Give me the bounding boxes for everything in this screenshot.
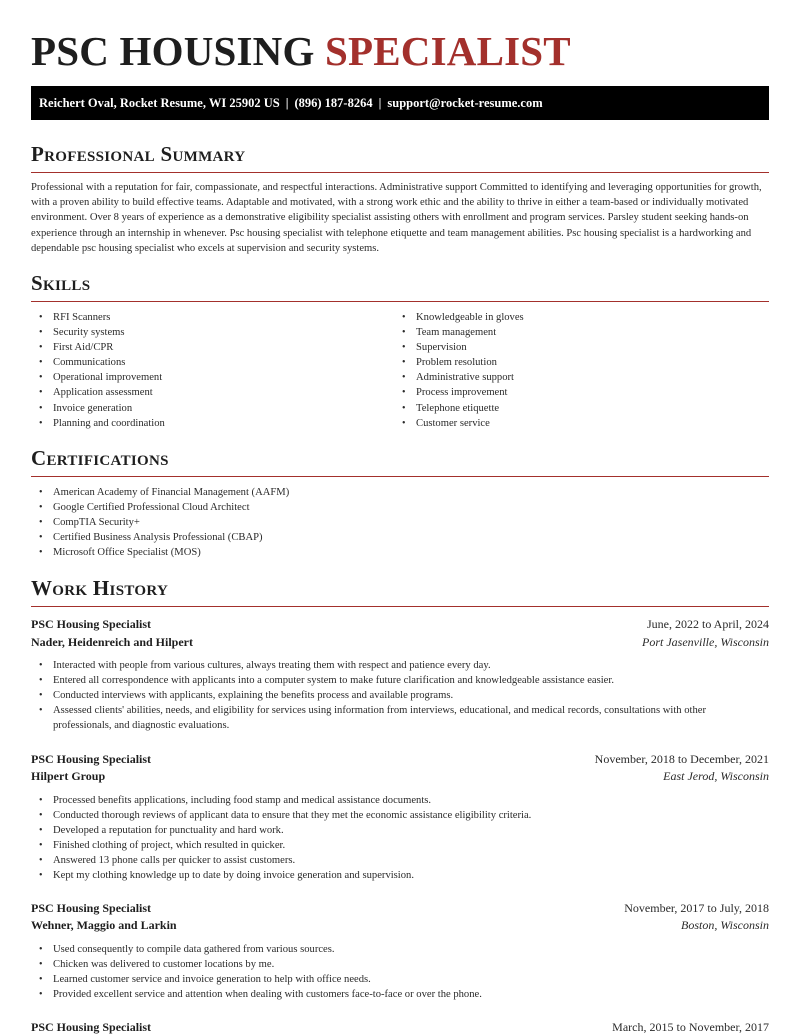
contact-separator: |	[378, 96, 382, 110]
skill-item: • Telephone etiquette	[394, 401, 764, 416]
job-location: Boston, Wisconsin	[680, 918, 769, 932]
job-bullet: • Chicken was delivered to customer locations by me.	[31, 957, 763, 972]
section-title-skills: Skills	[31, 271, 91, 295]
job-bullet: • Conducted thorough reviews of applicant data to ensure that they met the economic assistance eligibility criteria.	[31, 808, 763, 823]
certifications-list	[31, 485, 731, 560]
contact-bar	[31, 86, 769, 120]
section-divider	[31, 172, 769, 173]
section-title-certifications: Certifications	[31, 446, 169, 470]
section-divider	[31, 606, 769, 607]
skill-item: • RFI Scanners	[31, 310, 391, 325]
skill-item: • Administrative support	[394, 370, 764, 385]
job-header	[31, 616, 769, 632]
job-company: Wehner, Maggio and Larkin	[31, 918, 177, 932]
contact-separator: |	[285, 96, 289, 110]
job-dates: June, 2022 to April, 2024	[647, 617, 769, 631]
job-bullet: • Assessed clients' abilities, needs, and eligibility for services using information from interviews, educational, and medical records, consultations with other professionals, and diagnostic evaluations.	[31, 703, 763, 733]
job-subheader	[31, 917, 769, 933]
skill-item: • Supervision	[394, 340, 764, 355]
job-company: Hilpert Group	[31, 769, 106, 783]
job-header	[31, 751, 769, 767]
section-divider	[31, 301, 769, 302]
section-title-summary: Professional Summary	[31, 142, 246, 166]
skill-item: • Customer service	[394, 416, 764, 431]
certification-item: • CompTIA Security+	[31, 515, 731, 530]
certification-item: • American Academy of Financial Management (AAFM)	[31, 485, 731, 500]
job-dates: March, 2015 to November, 2017	[612, 1020, 769, 1034]
job-bullets	[31, 793, 763, 884]
skill-item: • Operational improvement	[31, 370, 391, 385]
job-bullet: • Processed benefits applications, including food stamp and medical assistance documents.	[31, 793, 763, 808]
job-company: Nader, Heidenreich and Hilpert	[31, 635, 193, 649]
skill-item: • Communications	[31, 355, 391, 370]
skills-list-right	[394, 310, 764, 431]
job-header	[31, 900, 769, 916]
skill-item: • Knowledgeable in gloves	[394, 310, 764, 325]
job-bullet: • Answered 13 phone calls per quicker to assist customers.	[31, 853, 763, 868]
contact-phone[interactable]: (896) 187-8264	[294, 96, 373, 110]
job-title: PSC Housing Specialist	[31, 752, 152, 766]
section-title-work-history: Work History	[31, 576, 169, 600]
job-bullet: • Conducted interviews with applicants, explaining the benefits process and available programs.	[31, 688, 763, 703]
job-header	[31, 1019, 769, 1035]
job-title: PSC Housing Specialist	[31, 1020, 152, 1034]
job-dates: November, 2018 to December, 2021	[594, 752, 769, 766]
skill-item: • Invoice generation	[31, 401, 391, 416]
skill-item: • Planning and coordination	[31, 416, 391, 431]
title-accent: SPECIALIST	[325, 28, 571, 74]
skill-item: • Security systems	[31, 325, 391, 340]
job-bullet: • Used consequently to compile data gathered from various sources.	[31, 942, 763, 957]
contact-email[interactable]: support@rocket-resume.com	[387, 96, 543, 110]
skill-item: • Problem resolution	[394, 355, 764, 370]
job-title: PSC Housing Specialist	[31, 901, 152, 915]
job-bullet: • Interacted with people from various cultures, always treating them with respect and patience every day.	[31, 658, 763, 673]
skill-item: • First Aid/CPR	[31, 340, 391, 355]
skill-item: • Team management	[394, 325, 764, 340]
certification-item: • Google Certified Professional Cloud Architect	[31, 500, 731, 515]
section-divider	[31, 476, 769, 477]
skills-list-left	[31, 310, 391, 431]
job-bullet: • Learned customer service and invoice generation to help with office needs.	[31, 972, 763, 987]
job-title: PSC Housing Specialist	[31, 617, 152, 631]
job-subheader	[31, 634, 769, 650]
contact-address: Reichert Oval, Rocket Resume, WI 25902 US	[39, 96, 280, 110]
job-bullet: • Finished clothing of project, which resulted in quicker.	[31, 838, 763, 853]
job-bullet: • Kept my clothing knowledge up to date by doing invoice generation and supervision.	[31, 868, 763, 883]
job-dates: November, 2017 to July, 2018	[624, 901, 769, 915]
job-location: Port Jasenville, Wisconsin	[642, 635, 769, 649]
job-bullet: • Entered all correspondence with applicants into a computer system to make future clarification and knowledgeable assistance easier.	[31, 673, 763, 688]
skill-item: • Process improvement	[394, 385, 764, 400]
summary-text: Professional with a reputation for fair, compassionate, and respectful interactions. Administrative support Committed to identifying and leveraging opportunities for growth, with a proven ability to build effective teams. Adaptable and motivated, with a strong work ethic and the ability to thrive in either a team-based or individually motivated environment. Over 8 years of experience as a demonstrative eligibility specialist assisting others with enrollment and program services. Parsley student seeking hands-on experience through an internship in whenever. Psc housing specialist with telephone etiquette and team management abilities. Psc housing specialist is a hardworking and dependable psc housing specialist who excels at supervision and security systems.	[31, 182, 762, 254]
job-bullets	[31, 942, 763, 1002]
page-title	[31, 28, 571, 74]
skill-item: • Application assessment	[31, 385, 391, 400]
job-subheader	[31, 768, 769, 784]
title-main: PSC HOUSING	[31, 28, 315, 74]
job-bullet: • Developed a reputation for punctuality and hard work.	[31, 823, 763, 838]
certification-item: • Certified Business Analysis Professional (CBAP)	[31, 530, 731, 545]
certification-item: • Microsoft Office Specialist (MOS)	[31, 545, 731, 560]
job-location: East Jerod, Wisconsin	[663, 769, 769, 783]
job-bullet: • Provided excellent service and attention when dealing with customers face-to-face or over the phone.	[31, 987, 763, 1002]
job-bullets	[31, 658, 763, 733]
